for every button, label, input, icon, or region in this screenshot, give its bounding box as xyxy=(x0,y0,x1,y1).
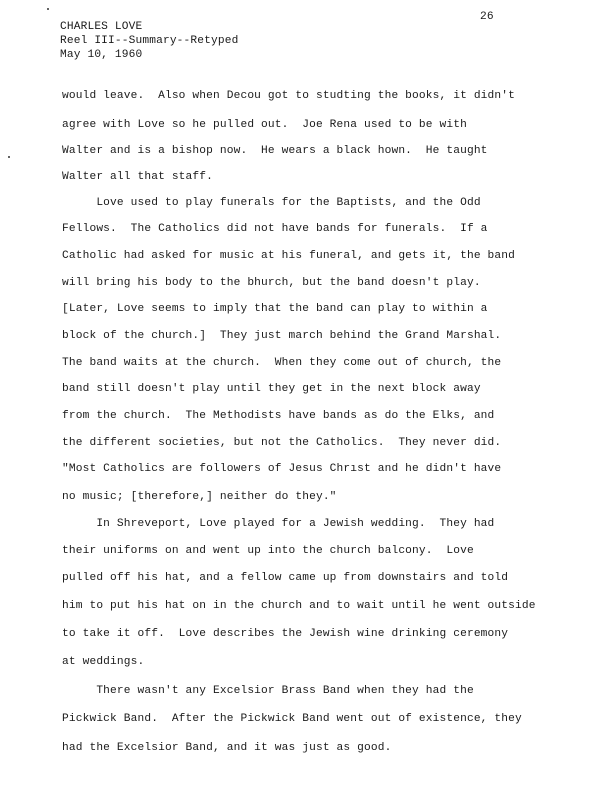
body-line: Fellows. The Catholics did not have bands for funerals. If a xyxy=(62,223,488,235)
header-date: May 10, 1960 xyxy=(60,49,143,61)
body-line: block of the church.] They just march behind the Grand Marshal. xyxy=(62,330,502,342)
body-line: no music; [therefore,] neither do they." xyxy=(62,491,337,503)
body-line: at weddings. xyxy=(62,656,145,668)
body-line: agree with Love so he pulled out. Joe Rena used to be with xyxy=(62,119,467,131)
body-line: Pickwick Band. After the Pickwick Band went out of existence, they xyxy=(62,713,522,725)
body-line: Walter and is a bishop now. He wears a black hown. He taught xyxy=(62,145,488,157)
body-line: "Most Catholics are followers of Jesus Chrıst and he didn't have xyxy=(62,463,502,475)
header-name: CHARLES LOVE xyxy=(60,21,143,33)
body-line: Catholic had asked for music at his funeral, and gets it, the band xyxy=(62,250,515,262)
body-line: their uniforms on and went up into the church balcony. Love xyxy=(62,545,474,557)
header-reel: Reel III--Summary--Retyped xyxy=(60,35,239,47)
body-line: Love used to play funerals for the Baptists, and the Odd xyxy=(62,197,481,209)
body-line: The band waits at the church. When they come out of church, the xyxy=(62,357,502,369)
body-line: would leave. Also when Decou got to studting the books, it didn't xyxy=(62,90,515,102)
body-line: In Shreveport, Love played for a Jewish wedding. They had xyxy=(62,518,495,530)
body-line: [Later, Love seems to imply that the band can play to within a xyxy=(62,303,488,315)
page-number: 26 xyxy=(480,11,494,23)
body-line: from the church. The Methodists have bands as do the Elks, and xyxy=(62,410,495,422)
body-line: had the Excelsior Band, and it was just as good. xyxy=(62,742,392,754)
body-line: pulled off his hat, and a fellow came up from downstairs and told xyxy=(62,572,509,584)
scan-speck-left xyxy=(8,156,10,158)
body-line: Walter all that staff. xyxy=(62,171,213,183)
body-line: to take it off. Love describes the Jewish wine drinking ceremony xyxy=(62,628,509,640)
body-line: him to put his hat on in the church and to wait until he went outside xyxy=(62,600,536,612)
body-line: band still doesn't play until they get in the next block away xyxy=(62,383,481,395)
scan-speck-top xyxy=(47,8,49,10)
body-line: will bring his body to the bhurch, but the band doesn't play. xyxy=(62,277,481,289)
body-line: There wasn't any Excelsior Brass Band when they had the xyxy=(62,685,474,697)
body-line: the different societies, but not the Catholics. They never did. xyxy=(62,437,502,449)
